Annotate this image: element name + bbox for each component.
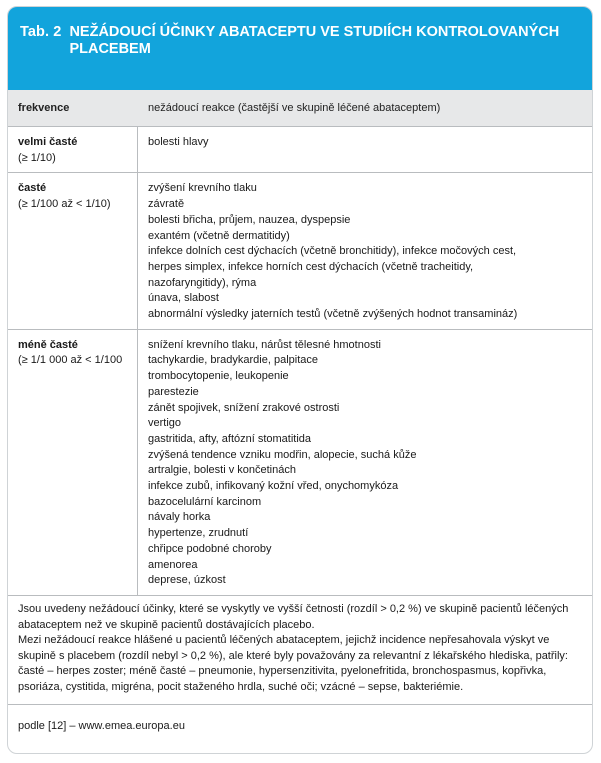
frequency-range: (≥ 1/1 000 až < 1/100 xyxy=(18,354,123,367)
reaction-item: snížení krevního tlaku, nárůst tělesné hmotnosti xyxy=(148,338,381,351)
table-frame xyxy=(7,6,593,754)
column-header-reactions: nežádoucí reakce (častější ve skupině léčené abataceptem) xyxy=(148,102,441,114)
reaction-item: bolesti břicha, průjem, nauzea, dyspepsie xyxy=(148,213,351,226)
reaction-item: nazofaryngitidy), rýma xyxy=(148,276,257,289)
reaction-item: bazocelulární karcinom xyxy=(148,495,262,508)
frequency-range: (≥ 1/10) xyxy=(18,151,56,164)
reaction-item: závratě xyxy=(148,198,185,211)
frequency-name: velmi časté xyxy=(18,136,78,148)
reaction-item: hypertenze, zrudnutí xyxy=(148,527,249,540)
frequency-cell xyxy=(8,330,138,595)
table-title: NEŽÁDOUCÍ ÚČINKY ABATACEPTU VE STUDIÍCH KONTROLOVANÝCH PLACEBEM xyxy=(69,24,560,57)
reaction-item: infekce zubů, infikovaný kožní vřed, onychomykóza xyxy=(148,480,399,493)
frequency-range: (≥ 1/100 až < 1/10) xyxy=(18,198,111,211)
table-row xyxy=(8,127,592,173)
reactions-cell xyxy=(138,330,592,595)
table-body xyxy=(8,127,592,596)
reactions-cell xyxy=(138,127,592,172)
reaction-item: abnormální výsledky jaterních testů (včetně zvýšených hodnot transamináz) xyxy=(148,308,518,321)
footnote-line-1: Jsou uvedeny nežádoucí účinky, které se vyskytly ve vyšší četnosti (rozdíl > 0,2 %) ve skupině pacientů léčených abataceptem než ve skupině pacientů dostávajících placebo. xyxy=(18,602,569,631)
table-number: Tab. 2 xyxy=(20,24,62,40)
column-header-frequency: frekvence xyxy=(18,102,70,114)
reaction-item: zánět spojivek, snížení zrakové ostrosti xyxy=(148,401,340,414)
reaction-item: parestezie xyxy=(148,385,199,398)
reactions-cell xyxy=(138,173,592,328)
reaction-item: infekce dolních cest dýchacích (včetně bronchitidy), infekce močových cest, xyxy=(148,245,517,258)
table-header xyxy=(8,7,592,90)
column-header-row xyxy=(8,90,592,127)
frequency-cell xyxy=(8,127,138,172)
reaction-item: vertigo xyxy=(148,417,182,430)
reaction-item: návaly horka xyxy=(148,511,211,524)
reaction-item: únava, slabost xyxy=(148,292,219,305)
table-footnote xyxy=(8,596,592,705)
reaction-item: bolesti hlavy xyxy=(148,136,209,148)
frequency-cell xyxy=(8,173,138,328)
reaction-item: herpes simplex, infekce horních cest dýchacích (včetně tracheitidy, xyxy=(148,260,474,273)
reaction-item: trombocytopenie, leukopenie xyxy=(148,370,289,383)
footnote-line-2: Mezi nežádoucí reakce hlášené u pacientů léčených abataceptem, jejichž incidence nepřesahovala výskyt ve skupině s placebem (rozdíl nebyl > 0,2 %), ale které byly považovány za relevantní z lékařského hlediska, patřily: časté – herpes zoster; méně časté – pneumonie, hypersenzitivita, pyelonefritida, bronchospasmus, kopřivka, psoriáza, cystitida, migréna, pocit staženého hrdla, suché oči; vzácné – sepse, bakteriémie. xyxy=(18,634,568,693)
reaction-item: deprese, úzkost xyxy=(148,574,226,587)
reaction-item: amenorea xyxy=(148,558,198,571)
frequency-name: časté xyxy=(18,182,47,195)
reaction-item: zvýšená tendence vzniku modřin, alopecie, suchá kůže xyxy=(148,448,417,461)
reaction-item: zvýšení krevního tlaku xyxy=(148,182,257,195)
reaction-item: gastritida, afty, aftózní stomatitida xyxy=(148,432,312,445)
reaction-item: exantém (včetně dermatitidy) xyxy=(148,229,290,242)
table-source: podle [12] – www.emea.europa.eu xyxy=(18,719,185,732)
reaction-item: chřipce podobné choroby xyxy=(148,542,272,555)
reaction-item: artralgie, bolesti v končetinách xyxy=(148,464,296,477)
table-row xyxy=(8,173,592,329)
table-row xyxy=(8,330,592,596)
frequency-name: méně časté xyxy=(18,338,78,351)
reaction-item: tachykardie, bradykardie, palpitace xyxy=(148,354,318,367)
